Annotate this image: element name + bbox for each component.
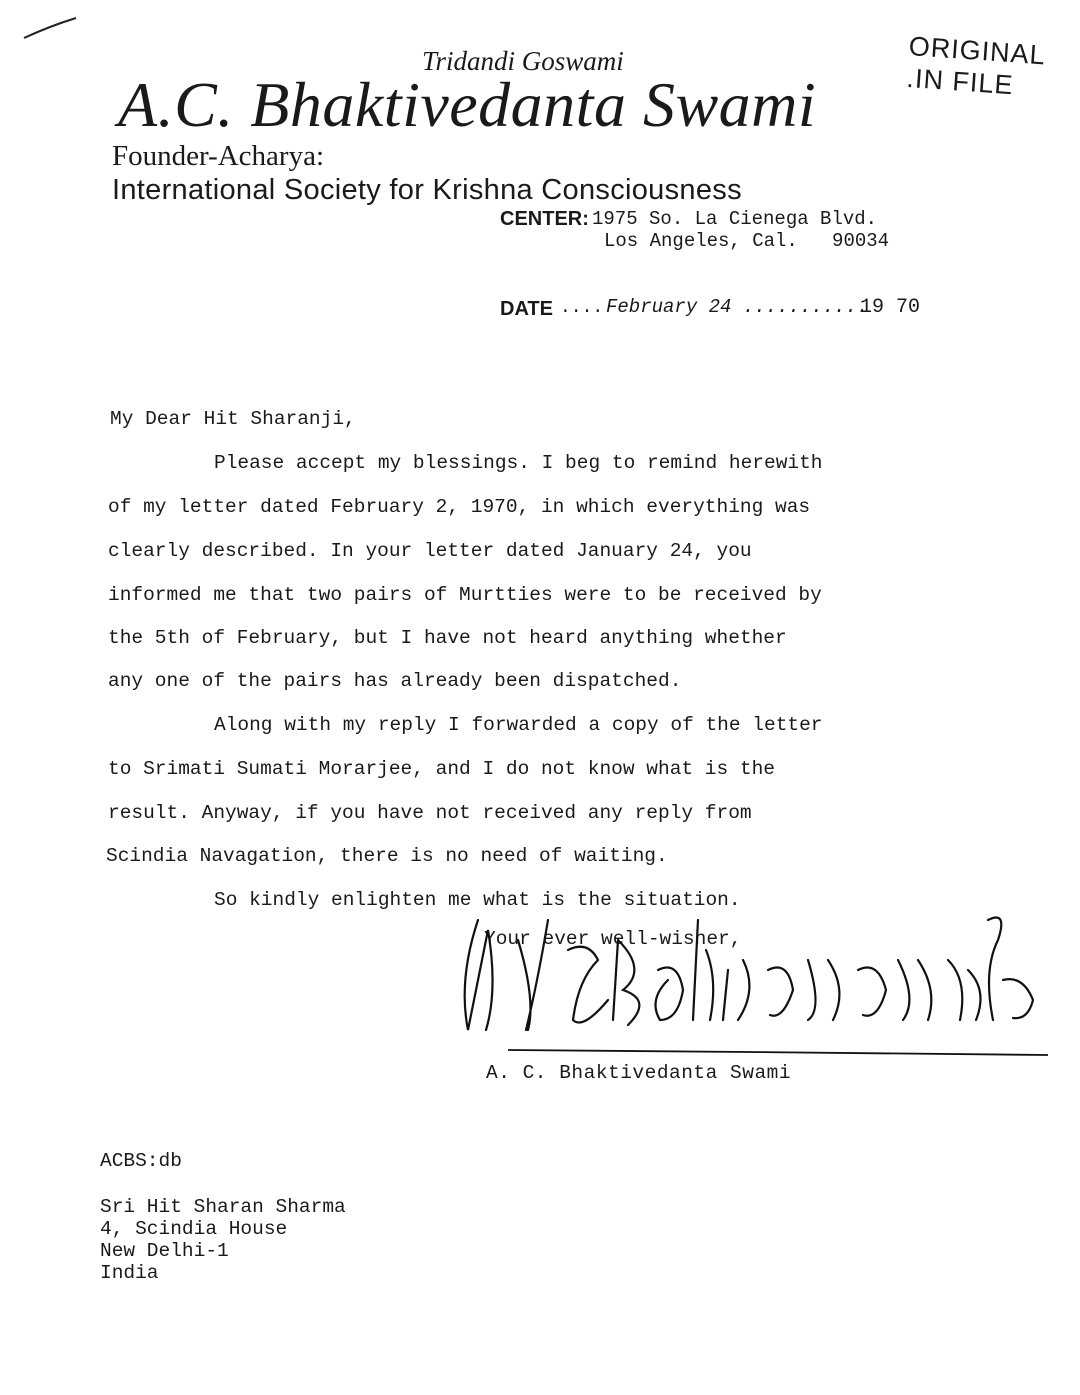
body-line: So kindly enlighten me what is the situation. — [214, 889, 741, 911]
center-address-line2: Los Angeles, Cal. 90034 — [604, 230, 890, 252]
center-address-line1: 1975 So. La Cienega Blvd. — [592, 208, 878, 230]
body-line: Scindia Navagation, there is no need of waiting. — [106, 845, 668, 867]
center-label: CENTER: — [500, 208, 589, 230]
body-line: clearly described. In your letter dated January 24, you — [108, 540, 752, 562]
recipient-line: 4, Scindia House — [100, 1218, 288, 1240]
date-year: 19 70 — [860, 296, 921, 319]
letterhead-name: A.C. Bhaktivedanta Swami — [118, 69, 817, 140]
pen-mark — [20, 14, 80, 44]
letterhead-title-line: Tridandi Goswami — [422, 46, 624, 76]
body-line: any one of the pairs has already been dispatched. — [108, 670, 682, 692]
date-value: February 24 ........... — [606, 296, 869, 318]
body-line: Along with my reply I forwarded a copy of the letter — [214, 714, 823, 736]
handwritten-signature — [448, 880, 1048, 1070]
body-line: the 5th of February, but I have not heard anything whether — [108, 627, 787, 649]
body-line: to Srimati Sumati Morarjee, and I do not know what is the — [108, 758, 776, 780]
reference-initials: ACBS:db — [100, 1150, 182, 1172]
closing: Your ever well-wisher, — [484, 928, 742, 950]
recipient-line: Sri Hit Sharan Sharma — [100, 1196, 346, 1218]
body-line: result. Anyway, if you have not received any reply from — [108, 802, 752, 824]
body-line: informed me that two pairs of Murtties were to be received by — [108, 584, 822, 606]
stamp-line2: .IN FILE — [905, 62, 1015, 101]
stamp-line1: ORIGINAL — [907, 30, 1047, 71]
letterhead-society: International Society for Krishna Consciousness — [112, 174, 742, 206]
date-dots: .... — [560, 298, 604, 318]
recipient-line: New Delhi-1 — [100, 1240, 229, 1262]
salutation: My Dear Hit Sharanji, — [110, 408, 356, 430]
letterhead-founder: Founder-Acharya: — [112, 140, 325, 172]
body-line: Please accept my blessings. I beg to remind herewith — [214, 452, 823, 474]
recipient-line: India — [100, 1262, 159, 1284]
signed-name: A. C. Bhaktivedanta Swami — [486, 1062, 792, 1084]
original-in-file-stamp — [906, 30, 1047, 103]
body-line: of my letter dated February 2, 1970, in which everything was — [108, 496, 811, 518]
date-label: DATE — [500, 298, 553, 320]
